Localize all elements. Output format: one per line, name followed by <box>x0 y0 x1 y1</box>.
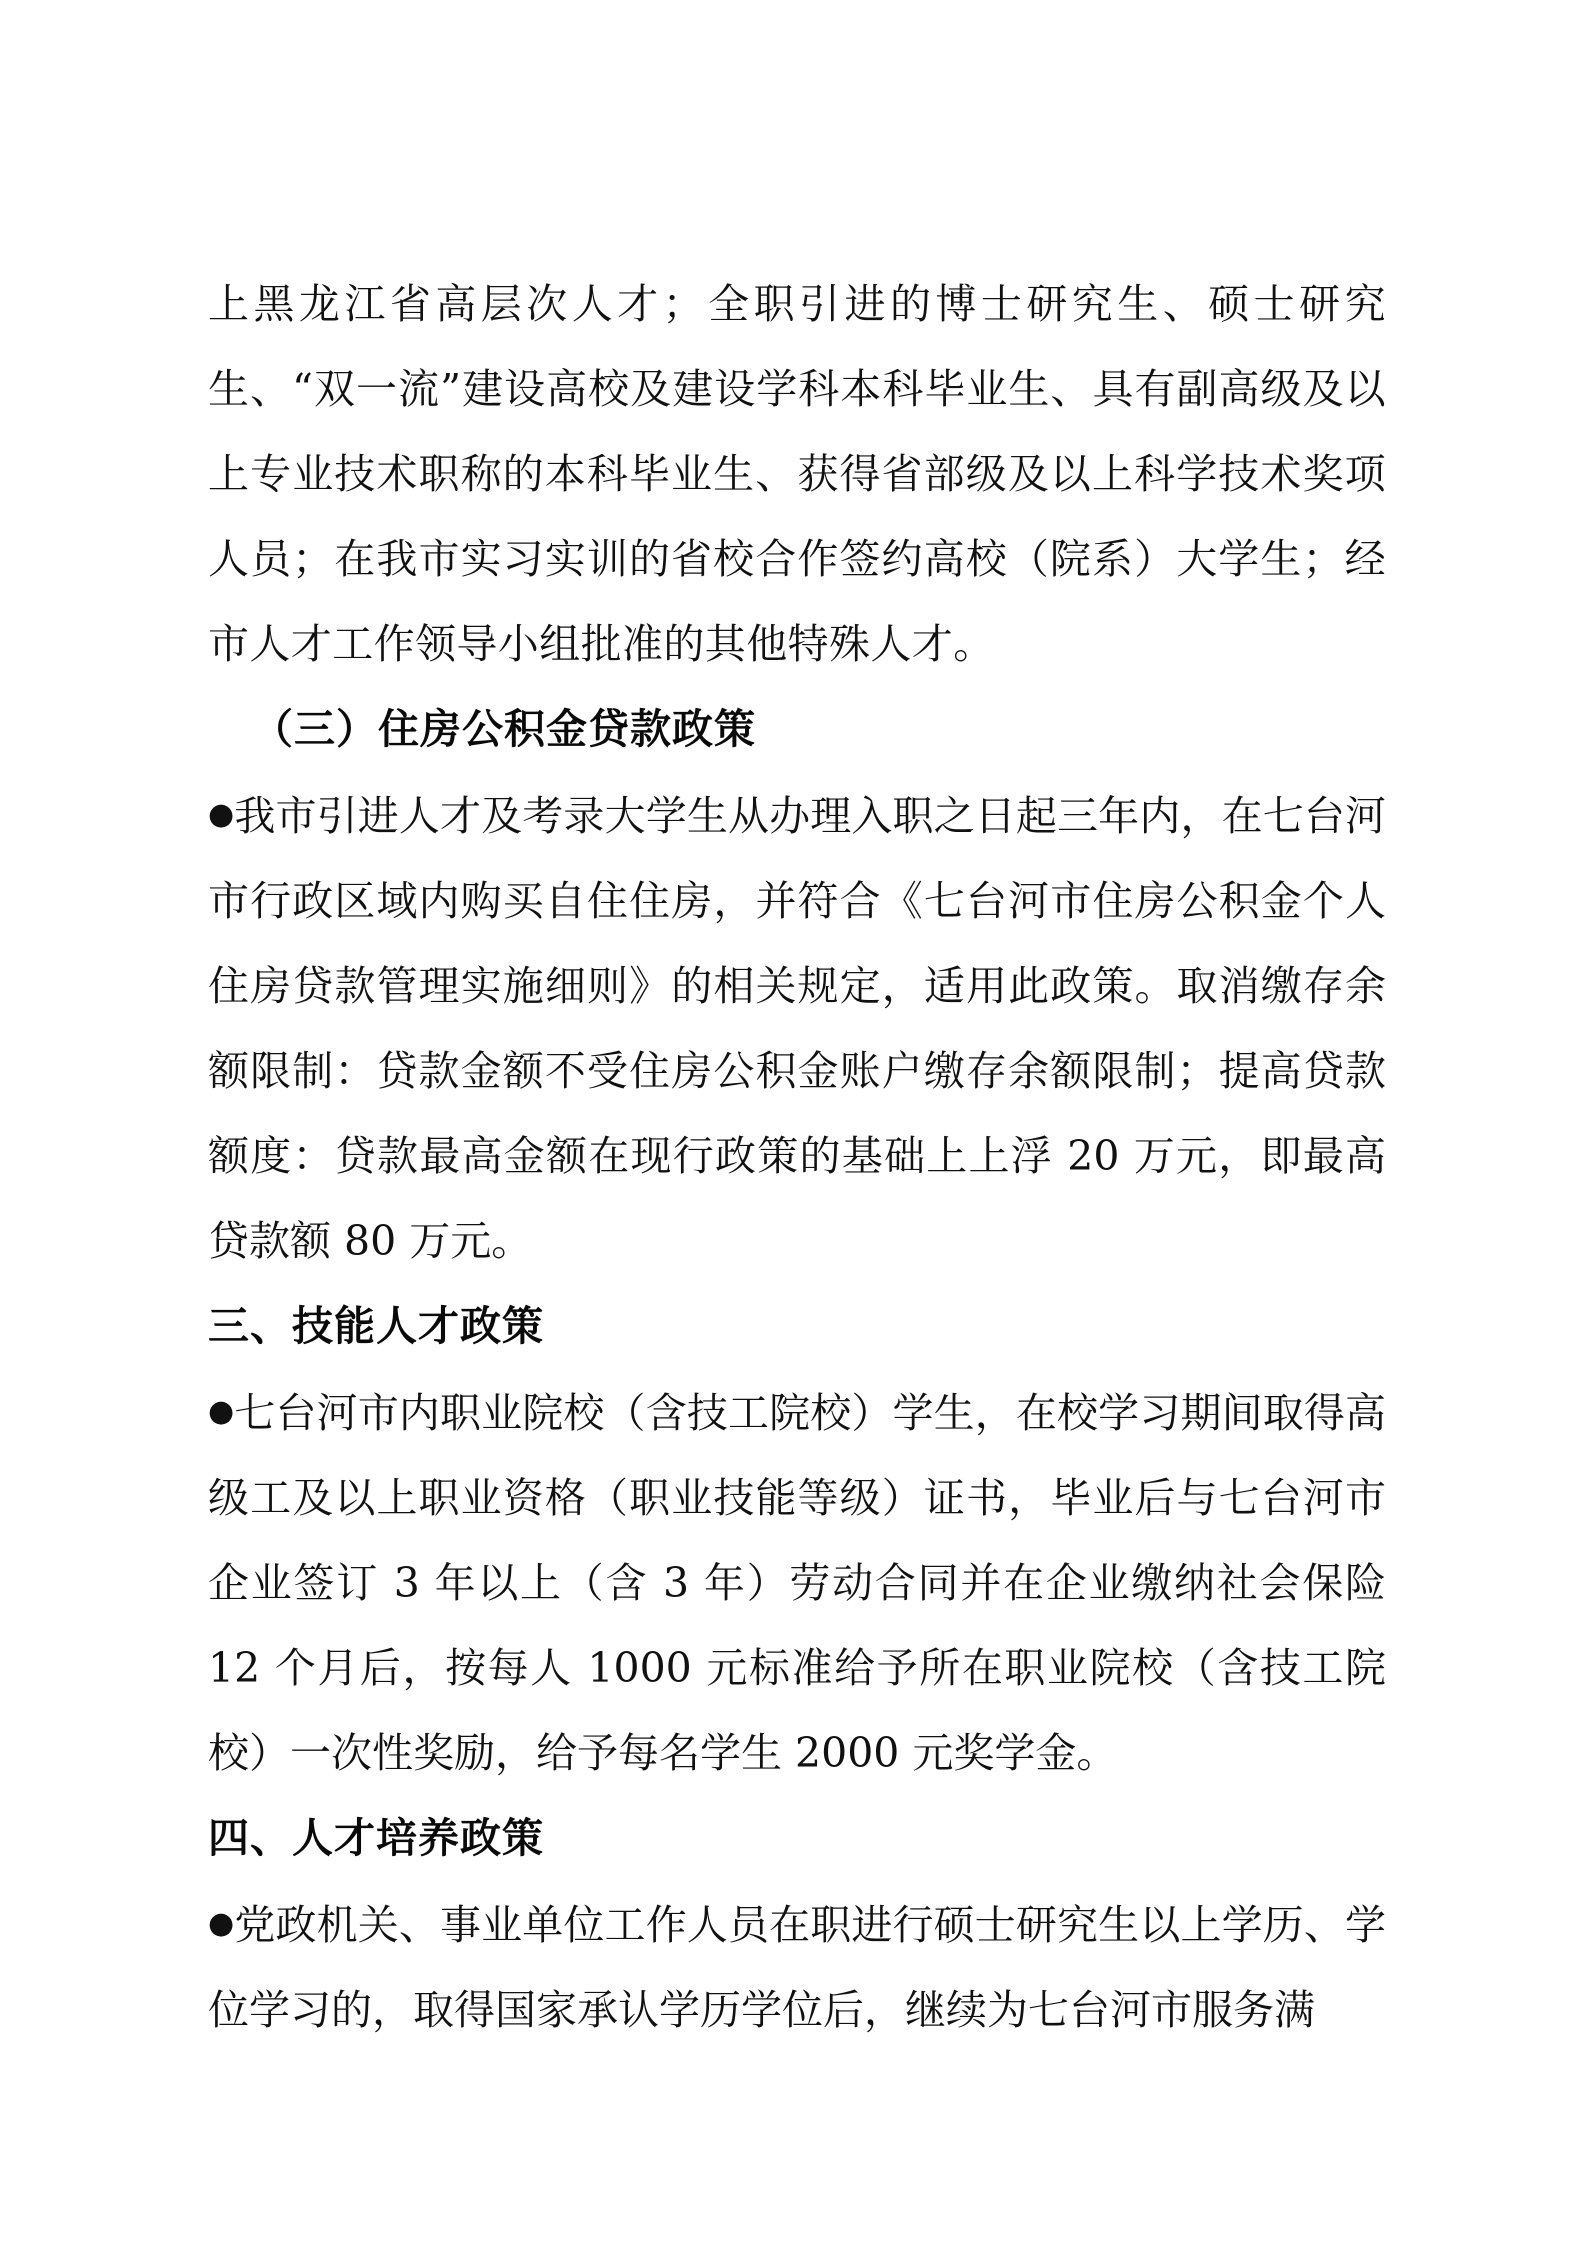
paragraph-continued: 上黑龙江省高层次人才；全职引进的博士研究生、硕士研究生、“双一流”建设高校及建设学科本科毕业生、具有副高级及以上专业技术职称的本科毕业生、获得省部级及以上科学技术奖项人员；在我市实习实训的省校合作签约高校（院系）大学生；经市人才工作领导小组批准的其他特殊人才。 <box>208 280 1386 668</box>
bullet-text: 我市引进人才及考录大学生从办理入职之日起三年内，在七台河市行政区域内购买自住住房，并符合《七台河市住房公积金个人住房贷款管理实施细则》的相关规定，适用此政策。取消缴存余额限制：贷款金额不受住房公积金账户缴存余额限制；提高贷款额度：贷款最高金额在现行政策的基础上上浮 20 万元，即最高贷款额 80 万元。 <box>208 792 1387 1265</box>
document-body <box>208 262 1386 2053</box>
bullet-text: 党政机关、事业单位工作人员在职进行硕士研究生以上学历、学位学习的，取得国家承认学历学位后，继续为七台河市服务满 <box>208 1901 1387 2034</box>
bullet-marker-icon: ● <box>208 797 235 832</box>
bullet-paragraph-vocational-schools <box>208 1369 1386 1796</box>
section-heading-skilled-talent-policy: 三、技能人才政策 <box>208 1302 544 1350</box>
section-heading-talent-training-policy: 四、人才培养政策 <box>208 1814 544 1862</box>
bullet-paragraph-in-service-study <box>208 1881 1386 2053</box>
bullet-text: 七台河市内职业院校（含技工院校）学生，在校学习期间取得高级工及以上职业资格（职业技能等级）证书，毕业后与七台河市企业签订 3 年以上（含 3 年）劳动合同并在企业缴纳社会保险 12 个月后，按每人 1000 元标准给予所在职业院校（含技工院校）一次性奖励，给予每名学生 2000 元奖学金。 <box>208 1389 1387 1777</box>
bullet-marker-icon: ● <box>208 1394 235 1429</box>
bullet-paragraph-housing-fund <box>208 772 1386 1284</box>
bullet-marker-icon: ● <box>208 1906 235 1941</box>
section-heading-housing-fund-loan: （三）住房公积金贷款政策 <box>252 705 756 753</box>
